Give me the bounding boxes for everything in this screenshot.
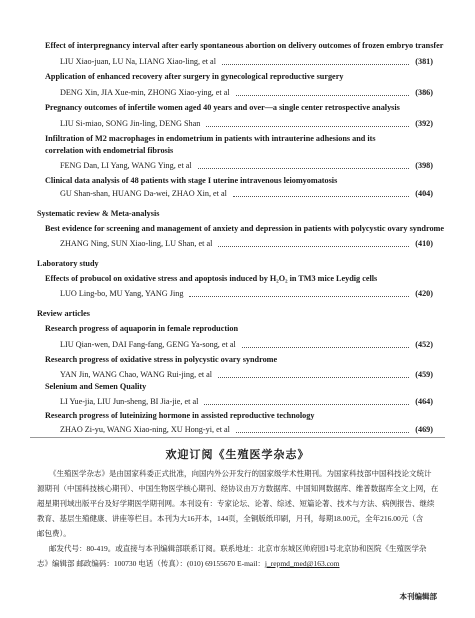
article-entry[interactable] (60, 188, 433, 200)
leader-dots (218, 376, 409, 378)
article-entry[interactable] (60, 369, 433, 381)
article-title[interactable]: Research progress of oxidative stress in polycystic ovary syndrome (45, 355, 278, 364)
article-entry[interactable] (60, 87, 433, 99)
leader-dots (236, 94, 410, 96)
divider (30, 437, 445, 438)
article-authors: LUO Ling-bo, MU Yang, YANG Jing (60, 289, 184, 298)
article-title[interactable]: Research progress of luteinizing hormone in assisted reproductive technology (45, 411, 315, 420)
page-number: (469) (415, 425, 433, 434)
subscription-line: 《生殖医学杂志》是由国家科委正式批准，向国内外公开发行的国家级学术性期刊。为国家科技部中国科技论文统计 (49, 469, 432, 478)
contact-line: 邮发代号：80-419。或直接与本刊编辑部联系订阅。联系地址：北京市东城区帅府园1号北京协和医院《生殖医学杂 (49, 544, 427, 553)
page-number: (404) (415, 189, 433, 198)
article-authors: FENG Dan, LI Yang, WANG Ying, et al (60, 161, 192, 170)
article-authors: YAN Jin, WANG Chao, WANG Rui-jing, et al (60, 370, 213, 379)
article-title[interactable]: Effect of interpregnancy interval after early spontaneous abortion on delivery outcomes of frozen embryo transfer (45, 41, 444, 50)
leader-dots (189, 295, 409, 297)
page-number: (464) (415, 397, 433, 406)
email-link[interactable]: j_repmd_med@163.com (264, 559, 340, 568)
leader-dots (198, 167, 410, 169)
article-title[interactable]: Application of enhanced recovery after surgery in gynecological reproductive surgery (45, 72, 344, 81)
article-title[interactable]: Research progress of aquaporin in female reproduction (45, 324, 239, 333)
subscription-line: 邮包费）。 (37, 529, 71, 538)
page-number: (459) (415, 370, 433, 379)
article-entry[interactable] (60, 339, 433, 351)
article-title[interactable]: Best evidence for screening and management of anxiety and depression in patients with polycystic ovary syndrome (45, 224, 444, 233)
subscription-line: 源期刊（中国科技核心期刊）、中国生物医学核心期刊、经协议由万方数据库、中国知网数据库、维普数据库全文上网，在 (37, 484, 438, 493)
section-heading: Review articles (37, 309, 90, 318)
page-number: (386) (415, 88, 433, 97)
article-title[interactable]: Effects of probucol on oxidative stress and apoptosis induced by H₂O₂ in TM3 mice Leydig cells (45, 274, 378, 283)
article-authors: ZHANG Ning, SUN Xiao-ling, LU Shan, et al (60, 239, 213, 248)
editorial-office-signature: 本刊编辑部 (399, 592, 437, 601)
page-number: (420) (415, 289, 433, 298)
article-title[interactable]: Infiltration of M2 macrophages in endometrium in patients with intrauterine adhesions and its (45, 134, 376, 143)
page-number: (452) (415, 340, 433, 349)
article-authors: LIU Xiao-juan, LU Na, LIANG Xiao-ling, et al (60, 57, 216, 66)
contact-line (37, 556, 438, 571)
article-authors: LIU Qian-wen, DAI Fang-fang, GENG Ya-song, et al (60, 340, 236, 349)
contact-details: 志》编辑部 邮政编码：100730 电话（传真）：(010) 69155670 E-mail： (37, 559, 265, 568)
article-entry[interactable] (60, 396, 433, 408)
article-entry[interactable] (60, 56, 433, 68)
subscription-body (37, 466, 438, 571)
article-entry[interactable] (60, 238, 433, 250)
article-entry[interactable] (60, 160, 433, 172)
leader-dots (204, 403, 409, 405)
page-number: (392) (415, 119, 433, 128)
article-authors: GU Shan-shan, HUANG Da-wei, ZHAO Xin, et al (60, 189, 227, 198)
article-entry[interactable] (60, 288, 433, 300)
subscription-line: 教育、基层生殖健康、讲座等栏目。本刊为大16开本，144页，全铜版纸印刷，月刊，每期18.00元，全年216.00元（含 (37, 514, 424, 523)
leader-dots (242, 346, 409, 348)
leader-dots (206, 125, 409, 127)
page-number: (381) (415, 57, 433, 66)
leader-dots (236, 431, 409, 433)
page-number: (398) (415, 161, 433, 170)
article-authors: LI Yue-jia, LIU Jun-sheng, BI Jia-jie, et al (60, 397, 199, 406)
article-authors: DENG Xin, JIA Xue-min, ZHONG Xiao-ying, et al (60, 88, 230, 97)
leader-dots (233, 195, 409, 197)
leader-dots (222, 63, 409, 65)
article-authors: LIU Si-miao, SONG Jin-ling, DENG Shan (60, 119, 201, 128)
subscription-line: 超星期刊域出版平台及好学期医学期刊网。本刊设有：专家论坛、论著、综述、短篇论著、技术与方法、病例报告、继续 (37, 499, 435, 508)
article-title[interactable]: Pregnancy outcomes of infertile women aged 40 years and over—a single center retrospective analysis (45, 103, 400, 112)
subscription-heading: 欢迎订阅《生殖医学杂志》 (165, 449, 310, 461)
article-authors: ZHAO Zi-yu, WANG Xiao-ning, XU Hong-yi, et al (60, 425, 230, 434)
article-title[interactable]: Clinical data analysis of 48 patients with stage I uterine intravenous leiomyomatosis (45, 176, 338, 185)
article-entry[interactable] (60, 424, 433, 436)
article-entry[interactable] (60, 118, 433, 130)
page-number: (410) (415, 239, 433, 248)
section-heading: Laboratory study (37, 259, 99, 268)
article-title[interactable]: Selenium and Semen Quality (45, 382, 147, 391)
leader-dots (218, 245, 409, 247)
article-title[interactable]: correlation with endometrial fibrosis (45, 146, 174, 155)
section-heading: Systematic review & Meta-analysis (37, 209, 160, 218)
